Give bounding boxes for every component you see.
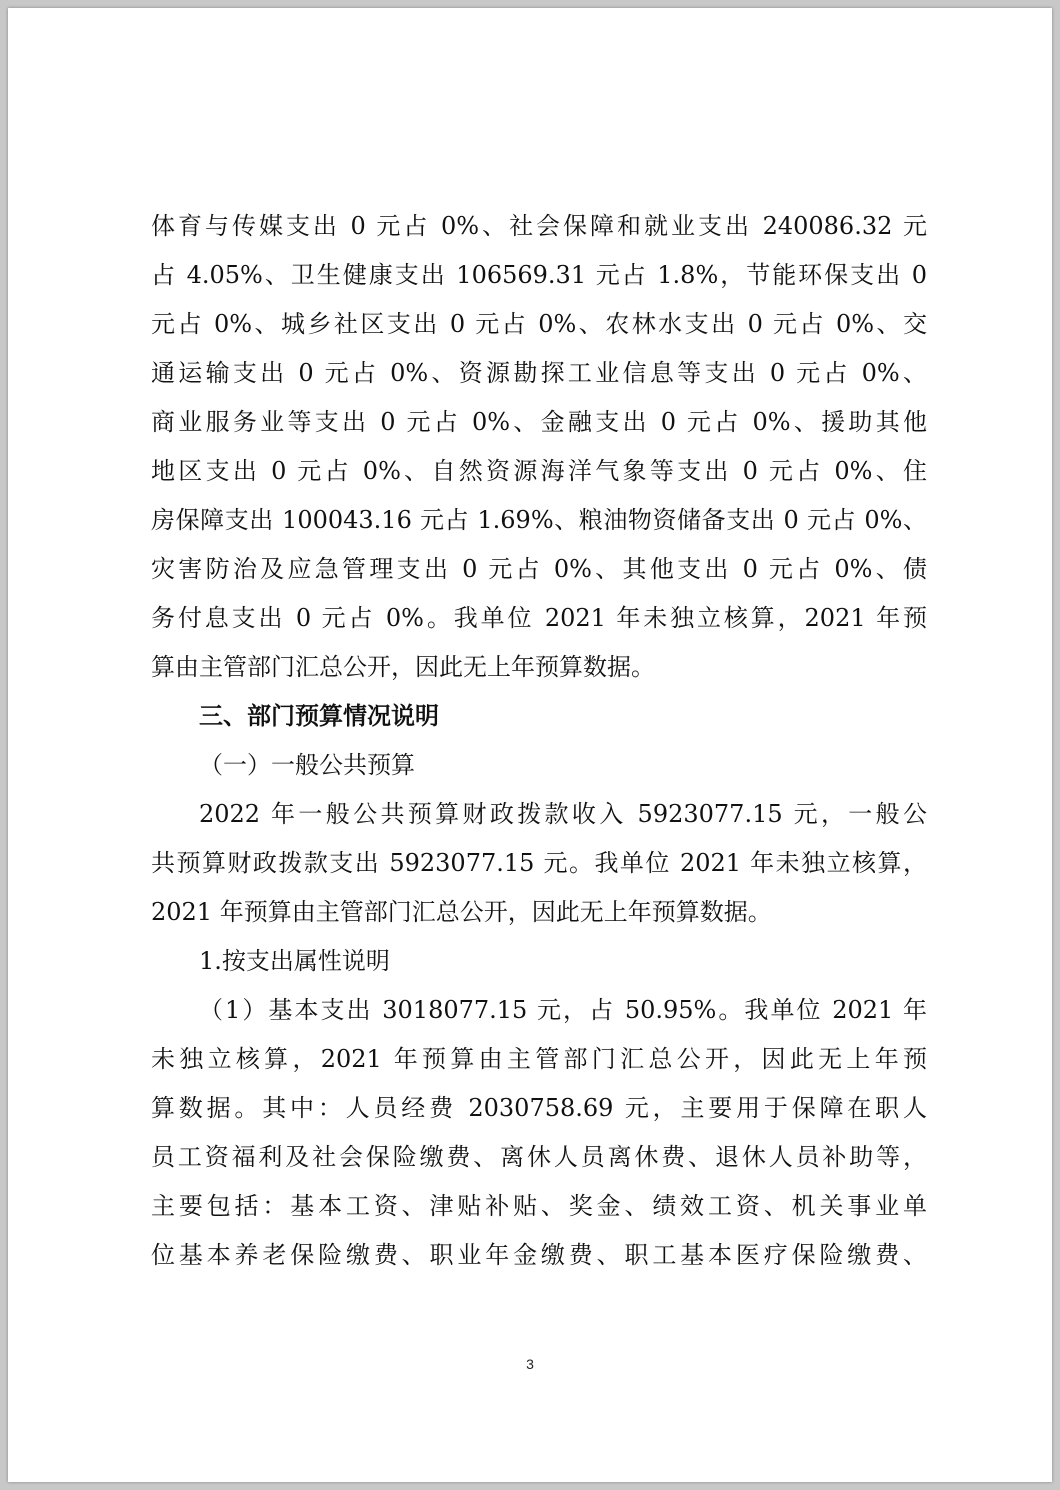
text-line: 房保障支出 100043.16 元占 1.69%、粮油物资储备支出 0 元占 0%、 — [151, 506, 927, 534]
text-line: 位基本养老保险缴费、职业年金缴费、职工基本医疗保险缴费、 — [151, 1241, 927, 1269]
text-line: 主要包括：基本工资、津贴补贴、奖金、绩效工资、机关事业单 — [151, 1192, 927, 1220]
text-line: 算数据。其中：人员经费 2030758.69 元，主要用于保障在职人 — [151, 1094, 927, 1122]
text-line: 商业服务业等支出 0 元占 0%、金融支出 0 元占 0%、援助其他 — [151, 408, 927, 436]
text-line: （1）基本支出 3018077.15 元，占 50.95%。我单位 2021 年 — [199, 996, 927, 1024]
section-heading: 三、部门预算情况说明 — [199, 702, 439, 730]
document-body — [151, 202, 927, 1280]
text-line: 地区支出 0 元占 0%、自然资源海洋气象等支出 0 元占 0%、住 — [151, 457, 927, 485]
text-line: 2022 年一般公共预算财政拨款收入 5923077.15 元，一般公 — [199, 800, 927, 828]
text-line: 元占 0%、城乡社区支出 0 元占 0%、农林水支出 0 元占 0%、交 — [151, 310, 927, 338]
text-line: （一）一般公共预算 — [199, 751, 415, 779]
text-line: 务付息支出 0 元占 0%。我单位 2021 年未独立核算，2021 年预 — [151, 604, 927, 632]
text-line: 灾害防治及应急管理支出 0 元占 0%、其他支出 0 元占 0%、债 — [151, 555, 927, 583]
text-line: 2021 年预算由主管部门汇总公开，因此无上年预算数据。 — [151, 898, 772, 926]
text-line: 1.按支出属性说明 — [199, 947, 390, 975]
text-line: 占 4.05%、卫生健康支出 106569.31 元占 1.8%，节能环保支出 0 — [151, 261, 927, 289]
text-line: 员工资福利及社会保险缴费、离休人员离休费、退休人员补助等， — [151, 1143, 927, 1171]
page-number: 3 — [526, 1356, 534, 1372]
document-page — [8, 8, 1052, 1482]
text-line: 未独立核算，2021 年预算由主管部门汇总公开，因此无上年预 — [151, 1045, 927, 1073]
text-line: 算由主管部门汇总公开，因此无上年预算数据。 — [151, 653, 655, 681]
text-line: 体育与传媒支出 0 元占 0%、社会保障和就业支出 240086.32 元 — [151, 212, 927, 240]
text-line: 共预算财政拨款支出 5923077.15 元。我单位 2021 年未独立核算， — [151, 849, 927, 877]
text-line: 通运输支出 0 元占 0%、资源勘探工业信息等支出 0 元占 0%、 — [151, 359, 927, 387]
